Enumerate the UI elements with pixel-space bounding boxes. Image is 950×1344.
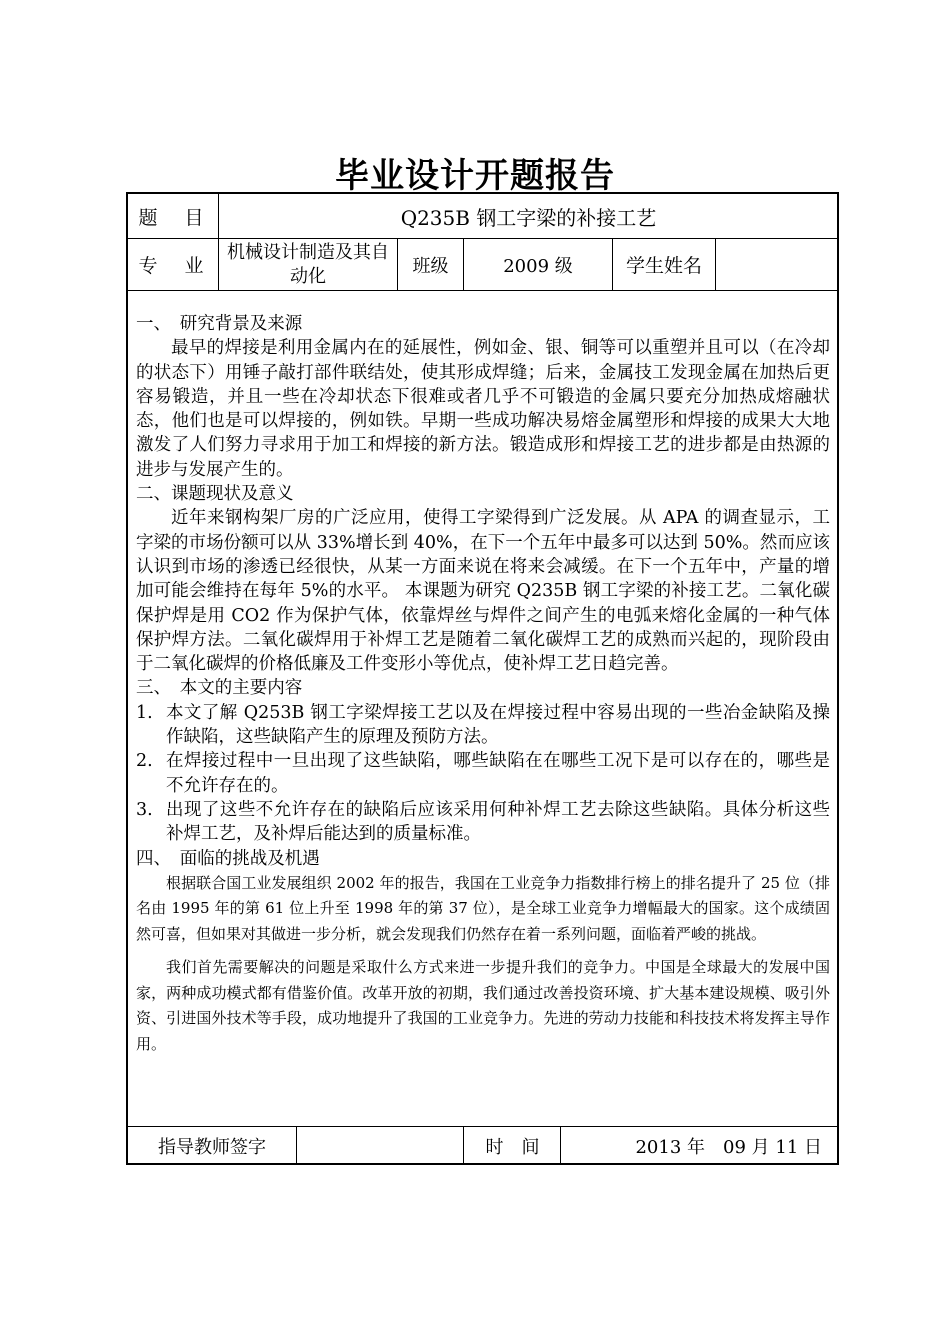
major-value: 机械设计制造及其自动化	[227, 241, 389, 287]
list-text: 出现了这些不允许存在的缺陷后应该采用何种补焊工艺去除这些缺陷。具体分析这些补焊工艺，及补焊后能达到的质量标准。	[166, 799, 830, 845]
list-text: 在焊接过程中一旦出现了这些缺陷，哪些缺陷在在哪些工况下是可以存在的，哪些是不允许存在的。	[166, 751, 830, 796]
section-heading: 一、 研究背景及来源	[136, 314, 303, 334]
advisor-signature-label: 指导教师签字	[158, 1136, 266, 1158]
section-paragraph: 最早的焊接是利用金属内在的延展性，例如金、银、铜等可以重塑并且可以（在冷却的状态下）用锤子敲打部件联结处，使其形成焊缝；后来，金属技工发现金属在加热后更容易锻造，并且一些在冷却状态下很难或者几乎不可锻造的金属只要充分加热成熔融状态，他们也是可以焊接的，例如铁。早期一些成功解决易熔金属塑形和焊接的成果大大地激发了人们努力寻求用于加工和焊接的新方法。锻造成形和焊接工艺的进步都是由热源的进步与发展产生的。	[136, 338, 830, 480]
list-number: 3.	[136, 799, 153, 820]
class-value: 2009 级	[503, 255, 573, 277]
list-text: 本文了解 Q253B 钢工字梁焊接工艺以及在焊接过程中容易出现的一些冶金缺陷及操作缺陷，这些缺陷产生的原理及预防方法。	[166, 702, 830, 748]
class-label: 班级	[412, 255, 449, 277]
col-divider	[218, 192, 219, 238]
student-name-value	[716, 239, 837, 290]
section-paragraph: 我们首先需要解决的问题是采取什么方式来进一步提升我们的竞争力。中国是全球最大的发展中国家，两种成功模式都有借鉴价值。改革开放的初期，我们通过改善投资环境、扩大基本建设规模、吸引外资、引进国外技术等手段，成功地提升了我国的工业竞争力。先进的劳动力技能和科技技术将发挥主导作用。	[136, 958, 830, 1053]
topic-label: 题 目	[138, 206, 208, 229]
topic-value: Q235B 钢工字梁的补接工艺	[400, 205, 657, 230]
list-number: 2.	[136, 751, 153, 772]
student-name-label: 学生姓名	[625, 255, 702, 277]
advisor-signature-value	[298, 1127, 463, 1164]
section-heading: 三、 本文的主要内容	[136, 678, 303, 699]
col-divider	[218, 238, 219, 290]
section-paragraph: 近年来钢构架厂房的广泛应用，使得工字梁得到广泛发展。从 APA 的调查显示，工字梁的市场份额可以从 33%增长到 40%，在下一个五年中最多可以达到 50%。然而应该认识到市场的渗透已经很快，从某一方面来说在将来会减缓。在下一个五年中，产量的增加可能会维持在每年 5%的水平。 本课题为研究 Q235B 钢工字梁的补接工艺。二氧化碳保护焊是用 CO2 作为保护气体，依靠焊丝与焊件之间产生的电弧来熔化金属的一种气体保护焊方法。二氧化碳焊用于补焊工艺是随着二氧化碳焊工艺的成熟而兴起的，现阶段由于二氧化碳焊的价格低廉及工件变形小等优点，使补焊工艺日趋完善。	[136, 508, 830, 675]
list-number: 1.	[136, 702, 153, 723]
time-value: 2013 年 09 月 11 日	[635, 1136, 822, 1158]
section-paragraph: 根据联合国工业发展组织 2002 年的报告，我国在工业竞争力指数排行榜上的排名提升了 25 位（排名由 1995 年的第 61 位上升至 1998 年的第 37 位），是全球工业竞争力增幅最大的国家。这个成绩固然可喜，但如果对其做进一步分析，就会发现我们仍然存在着一系列问题，面临着严峻的挑战。	[136, 873, 830, 943]
row-divider	[126, 290, 839, 291]
report-body	[136, 312, 830, 1057]
list-item	[136, 749, 830, 798]
col-divider	[296, 1126, 297, 1165]
section-heading: 四、 面临的挑战及机遇	[136, 848, 320, 869]
col-divider	[463, 1126, 464, 1165]
section-heading: 二、课题现状及意义	[136, 484, 294, 505]
col-divider	[560, 1126, 561, 1165]
page-title: 毕业设计开题报告	[335, 156, 615, 196]
major-label: 专 业	[138, 255, 208, 277]
time-label: 时 间	[485, 1136, 540, 1158]
list-item	[136, 798, 830, 847]
list-item	[136, 701, 830, 750]
